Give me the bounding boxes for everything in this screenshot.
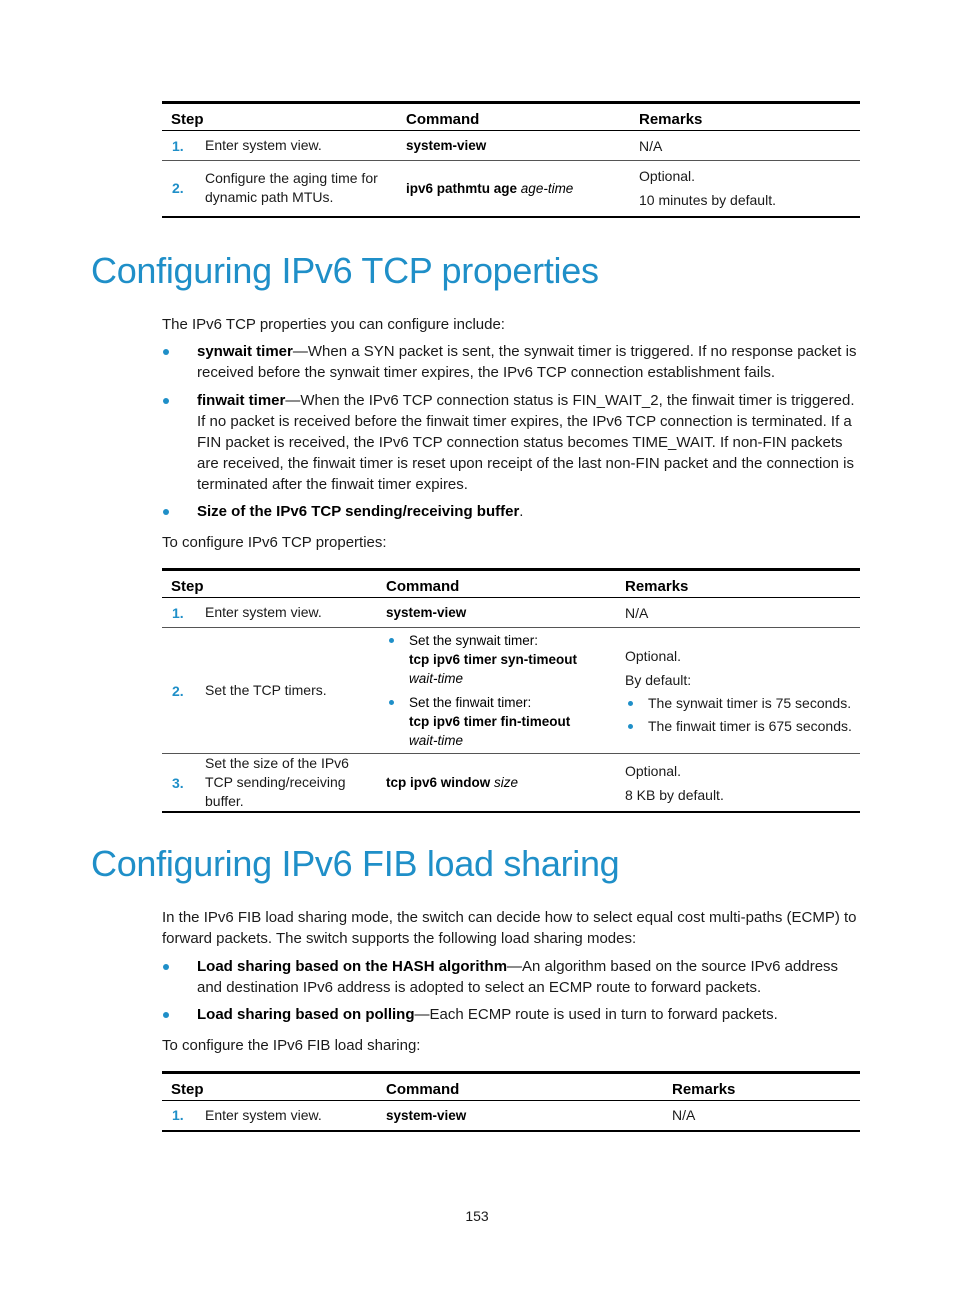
- section-intro: In the IPv6 FIB load sharing mode, the switch can decide how to select equal cost multi-paths (ECMP) to forward packets. The switch supports the following load sharing modes:: [162, 909, 857, 947]
- header-remarks: Remarks: [625, 570, 860, 598]
- step-description: Set the TCP timers.: [205, 628, 386, 754]
- command-list-item: [386, 631, 625, 688]
- bullet-text: —When the IPv6 TCP connection status is FIN_WAIT_2, the finwait timer is triggered. If no packet is received before the finwait timer expires, the IPv6 TCP connection is terminated. If a FIN packet is received, the IPv6 TCP connection status becomes TIME_WAIT. If non-FIN packets are received, the finwait timer is reset upon receipt of the last non-FIN packet and the connection is terminated after the finwait timer expires.: [197, 392, 855, 493]
- section-heading-tcp: Configuring IPv6 TCP properties: [91, 250, 599, 291]
- remark-text: Optional.: [625, 762, 682, 779]
- remark-text: The synwait timer is 75 seconds.: [648, 694, 852, 711]
- command-label: Set the synwait timer:: [409, 633, 539, 648]
- bullet-dot: [389, 638, 394, 643]
- bullet-text: —Each ECMP route is used in turn to forward packets.: [414, 1006, 778, 1023]
- command-argument: wait-time: [409, 733, 464, 748]
- header-step: Step: [162, 570, 386, 598]
- steps-table-pathmtu: [162, 101, 860, 218]
- table-row: [162, 1101, 860, 1131]
- table-row: [162, 628, 860, 754]
- steps-table-tcp: [162, 568, 860, 813]
- header-command: Command: [386, 570, 625, 598]
- command-cell: [386, 628, 625, 754]
- bullet-term: synwait timer: [197, 343, 293, 360]
- remarks-cell: [625, 754, 860, 813]
- command-label: Set the finwait timer:: [409, 695, 532, 710]
- remark-text: By default:: [625, 671, 692, 688]
- bullet-dot: [163, 509, 169, 515]
- command-cell: [406, 161, 639, 217]
- step-number: 1.: [172, 137, 184, 154]
- remark-text: N/A: [672, 1107, 696, 1124]
- table-row: [162, 754, 860, 813]
- command-cell: [386, 754, 625, 813]
- bullet-term: finwait timer: [197, 392, 286, 409]
- bullet-dot: [163, 398, 169, 404]
- command-list-item: [386, 693, 625, 750]
- command-text: tcp ipv6 timer fin-timeout: [409, 714, 571, 729]
- bullet-item: [197, 341, 866, 383]
- bullet-text: .: [519, 503, 524, 520]
- bullet-item: [197, 501, 866, 522]
- header-step: Step: [162, 1073, 386, 1101]
- command-text: system-view: [386, 605, 467, 620]
- remarks-cell: [639, 161, 860, 217]
- step-number: 1.: [172, 604, 184, 621]
- bullet-dot: [389, 700, 394, 705]
- remarks-list: [625, 692, 860, 738]
- remark-text: Optional.: [639, 168, 696, 185]
- command-text: tcp ipv6 timer syn-timeout: [409, 652, 578, 667]
- bullet-dot: [163, 349, 169, 355]
- command-argument: size: [494, 775, 519, 790]
- page-number: 153: [465, 1208, 489, 1224]
- step-description: Configure the aging time for dynamic path MTUs.: [205, 161, 406, 217]
- remark-text: Optional.: [625, 647, 682, 664]
- table-lead-text: To configure IPv6 TCP properties:: [162, 534, 387, 551]
- table-row: [162, 131, 860, 161]
- header-remarks: Remarks: [672, 1073, 860, 1101]
- bullet-item: [197, 956, 866, 998]
- remark-text: 8 KB by default.: [625, 786, 724, 803]
- command-argument: age-time: [520, 180, 574, 196]
- header-remarks: Remarks: [639, 103, 860, 131]
- bullet-dot: [163, 964, 169, 970]
- remark-text: 10 minutes by default.: [639, 192, 776, 209]
- section-heading-fib: Configuring IPv6 FIB load sharing: [91, 843, 620, 884]
- bullet-dot: [628, 701, 633, 706]
- step-number: 3.: [162, 754, 205, 813]
- command-text: ipv6 pathmtu age: [406, 180, 518, 196]
- step-description: Enter system view.: [205, 604, 322, 620]
- command-text: system-view: [386, 1107, 467, 1123]
- table-row: [162, 161, 860, 217]
- remark-text: N/A: [625, 604, 649, 621]
- step-number: 2.: [162, 628, 205, 754]
- step-description: Set the size of the IPv6 TCP sending/receiving buffer.: [205, 754, 386, 813]
- bullet-item: [197, 1004, 866, 1025]
- header-command: Command: [386, 1073, 672, 1101]
- header-step: Step: [162, 103, 406, 131]
- bullet-term: Size of the IPv6 TCP sending/receiving buffer: [197, 503, 520, 520]
- command-text: tcp ipv6 window: [386, 775, 491, 790]
- step-description: Enter system view.: [205, 137, 322, 153]
- section-intro: The IPv6 TCP properties you can configure include:: [162, 316, 505, 333]
- bullet-text: —An algorithm based on the source IPv6 address and destination IPv6 address is adopted to select an ECMP route to forward packets.: [197, 958, 839, 996]
- step-number: 1.: [172, 1107, 184, 1124]
- bullet-text: —When a SYN packet is sent, the synwait timer is triggered. If no response packet is received before the synwait timer expires, the IPv6 TCP connection establishment fails.: [197, 343, 857, 381]
- bullet-item: [197, 390, 866, 495]
- bullet-term: Load sharing based on the HASH algorithm: [197, 958, 508, 975]
- command-list: [386, 631, 625, 750]
- remark-text: The finwait timer is 675 seconds.: [648, 717, 852, 734]
- steps-table-fib: [162, 1071, 860, 1132]
- table-row: [162, 598, 860, 628]
- remarks-cell: [625, 628, 860, 754]
- table-lead-text: To configure the IPv6 FIB load sharing:: [162, 1037, 421, 1054]
- step-description: Enter system view.: [205, 1106, 322, 1123]
- remark-text: N/A: [639, 137, 663, 154]
- remarks-cell: [639, 131, 860, 161]
- bullet-dot: [163, 1012, 169, 1018]
- header-command: Command: [406, 103, 639, 131]
- step-number: 2.: [162, 161, 205, 217]
- remarks-cell: [625, 598, 860, 628]
- remarks-cell: [672, 1101, 860, 1131]
- command-text: system-view: [406, 138, 487, 153]
- bullet-term: Load sharing based on polling: [197, 1006, 415, 1023]
- bullet-dot: [628, 724, 633, 729]
- command-argument: wait-time: [409, 671, 464, 686]
- remarks-list-item: [625, 715, 860, 738]
- remarks-list-item: [625, 692, 860, 715]
